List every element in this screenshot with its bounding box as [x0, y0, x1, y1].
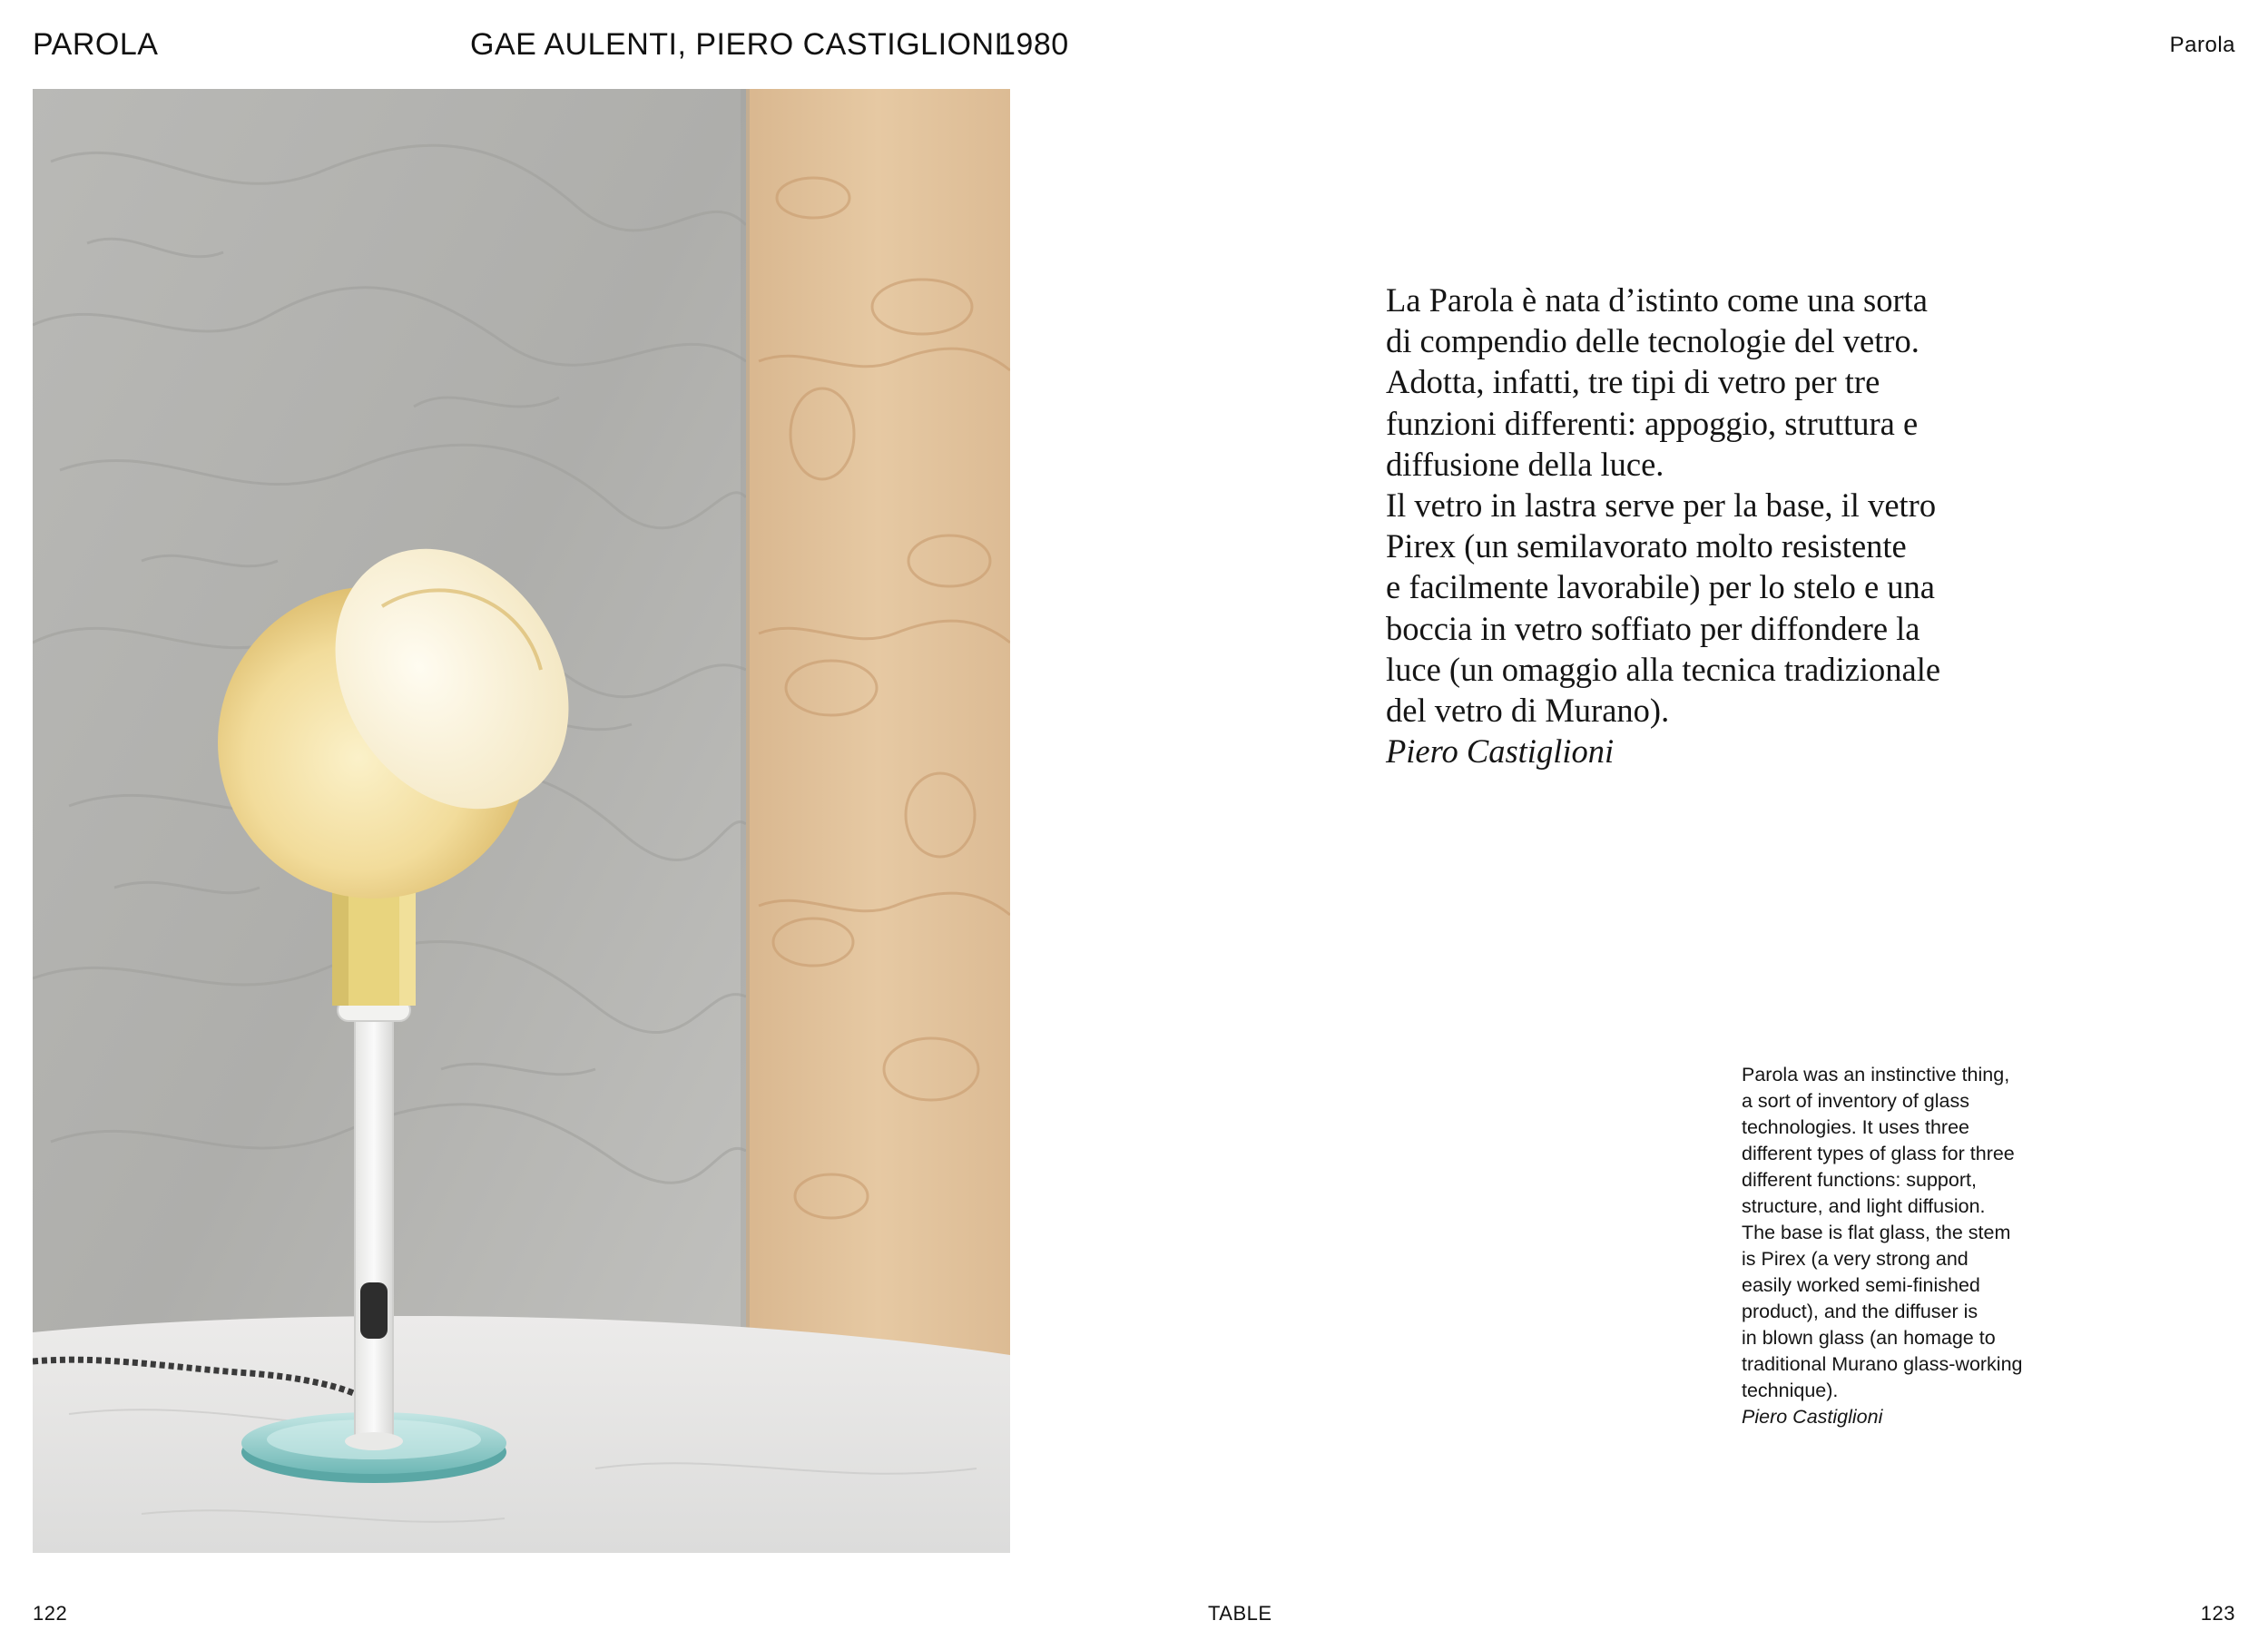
lamp-photo	[33, 89, 1010, 1553]
italian-line: luce (un omaggio alla tecnica tradizionale	[1386, 650, 1941, 688]
italian-signature: Piero Castiglioni	[1386, 732, 1615, 771]
running-title: Parola	[2169, 33, 2235, 57]
english-signature: Piero Castiglioni	[1742, 1406, 1883, 1428]
english-line: a sort of inventory of glass	[1742, 1090, 1969, 1112]
italian-quote	[1386, 280, 2076, 771]
italian-line: di compendio delle tecnologie del vetro.	[1386, 322, 1919, 360]
italian-line: diffusione della luce.	[1386, 445, 1664, 483]
english-line: traditional Murano glass-working	[1742, 1353, 2023, 1375]
italian-line: del vetro di Murano).	[1386, 692, 1670, 730]
english-line: is Pirex (a very strong and	[1742, 1248, 1969, 1270]
english-line: technique).	[1742, 1380, 1839, 1401]
page-number-left: 122	[33, 1602, 68, 1625]
english-line: The base is flat glass, the stem	[1742, 1222, 2011, 1243]
english-line: easily worked semi-finished	[1742, 1274, 1980, 1296]
section-label: TABLE	[1208, 1602, 1272, 1625]
english-quote	[1742, 1062, 2105, 1430]
page-number-right: 123	[2200, 1602, 2235, 1625]
design-year: 1980	[998, 27, 1069, 62]
designers-credit: GAE AULENTI, PIERO CASTIGLIONI	[470, 27, 1004, 62]
italian-line: funzioni differenti: appoggio, struttura e	[1386, 404, 1919, 442]
italian-line: Pirex (un semilavorato molto resistente	[1386, 527, 1907, 565]
italian-line: e facilmente lavorabile) per lo stelo e una	[1386, 568, 1936, 606]
italian-line: La Parola è nata d’istinto come una sorta	[1386, 281, 1928, 319]
italian-line: Adotta, infatti, tre tipi di vetro per tre	[1386, 363, 1880, 401]
english-line: different types of glass for three	[1742, 1143, 2015, 1164]
page-title: PAROLA	[33, 27, 159, 62]
english-line: product), and the diffuser is	[1742, 1301, 1978, 1322]
lamp-photo-illustration	[33, 89, 1010, 1553]
english-line: different functions: support,	[1742, 1169, 1977, 1191]
english-line: in blown glass (an homage to	[1742, 1327, 1996, 1349]
italian-line: Il vetro in lastra serve per la base, il vetro	[1386, 486, 1937, 525]
italian-line: boccia in vetro soffiato per diffondere la	[1386, 609, 1920, 647]
english-line: technologies. It uses three	[1742, 1116, 1969, 1138]
english-line: Parola was an instinctive thing,	[1742, 1064, 2010, 1085]
english-line: structure, and light diffusion.	[1742, 1195, 1986, 1217]
